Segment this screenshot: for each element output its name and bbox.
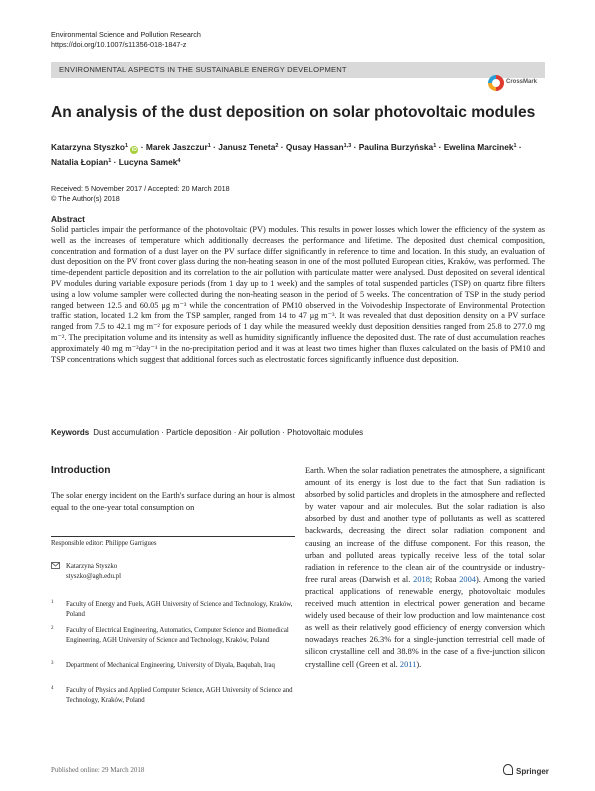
- crossmark-badge[interactable]: [488, 73, 544, 97]
- author-name[interactable]: · Qusay Hassan: [280, 142, 344, 152]
- contact-name: Katarzyna Styszko: [66, 563, 118, 570]
- doi-link[interactable]: https://doi.org/10.1007/s11356-018-1847-z: [51, 40, 187, 49]
- author-name[interactable]: Katarzyna Styszko: [51, 142, 126, 152]
- springer-horse-icon: [503, 764, 513, 775]
- affiliation: 4 Faculty of Physics and Applied Computer Science, AGH University of Science and Technology, Kraków, Poland: [51, 686, 293, 704]
- section-heading-introduction: Introduction: [51, 465, 111, 476]
- keywords-list: Dust accumulation · Particle deposition · Air pollution · Photovoltaic modules: [93, 428, 364, 437]
- affiliation: 1 Faculty of Energy and Fuels, AGH University of Science and Technology, Kraków, Poland: [51, 600, 293, 618]
- author-name[interactable]: · Ewelina Marcinek: [438, 142, 514, 152]
- citation-link[interactable]: 2004: [459, 574, 476, 584]
- crossmark-label: CrossMark: [506, 79, 538, 85]
- copyright: © The Author(s) 2018: [51, 194, 120, 203]
- responsible-editor: Responsible editor: Philippe Garrigues: [51, 540, 157, 547]
- citation-link[interactable]: 2011: [399, 659, 417, 669]
- article-dates: [51, 184, 230, 204]
- contact-email[interactable]: styszko@agh.edu.pl: [66, 573, 121, 580]
- received-accepted: Received: 5 November 2017 / Accepted: 20 March 2018: [51, 184, 230, 193]
- keywords: [51, 428, 363, 437]
- orcid-icon[interactable]: iD: [131, 147, 137, 153]
- affiliation: 3 Department of Mechanical Engineering, University of Diyala, Baqubah, Iraq: [51, 661, 275, 669]
- affiliation: 2 Faculty of Electrical Engineering, Automatics, Computer Science and Biomedical Engineering, AGH University of Science and Technology, Kraków, Poland: [51, 626, 289, 644]
- author-name[interactable]: · Marek Jaszczur: [140, 142, 208, 152]
- keywords-label: Keywords: [51, 428, 90, 437]
- journal-header: [51, 30, 201, 50]
- crossmark-icon: [488, 75, 504, 91]
- section-banner: ENVIRONMENTAL ASPECTS IN THE SUSTAINABLE ENERGY DEVELOPMENT: [51, 62, 545, 78]
- journal-name: Environmental Science and Pollution Research: [51, 30, 201, 39]
- abstract-text: Solid particles impair the performance of the photovoltaic (PV) modules. This results in power losses which lower the efficiency of the system as well as the increases of temperature which additionally decreases the performance and lifetime. The deposited dust chemical composition, concentration and formation of a dust layer on the PV surface differ significantly in reference to time and location. In this study, an evaluation of dust deposition on the PV front cover glass during the non-heating season in one of the most polluted European cities, Kraków, was performed. The time-dependent particle deposition and its correlation to the air pollution with particulate matter were analysed. Dust deposited on several identical PV modules during variable exposure periods (from 1 day up to 1 week) and the samples of total suspended particles (TSP) on quartz fibre filters using a low volume sampler were collected during the non-heating season in the period of 5 weeks. The concentration of TSP in the study period ranged between 12.5 and 60.05 μg m⁻³ while the concentration of PM10 observed in the Voivodeship Inspectorate of Environmental Protection traffic station, located 1.2 km from the TSP sampler, ranged from 14 to 47 μg m⁻³. It was revealed that dust deposition density on a PV surface ranged from 7.5 to 42.1 mg m⁻² for exposure periods of 1 day while the measured weekly dust deposition densities ranged from 25.8 to 277.0 mg m⁻². The precipitation volume and its intensity as well as humidity significantly influence the deposited dust. The rate of dust accumulation reaches approximately 40 mg m⁻²day⁻¹ in the no-precipitation period and it was at least two times higher than fluxes calculated on the basis of PM10 and TSP concentrations which suggest that additional forces such as electrostatic forces significantly influence dust deposition.: [51, 225, 545, 364]
- published-date: Published online: 29 March 2018: [51, 766, 145, 774]
- author-name[interactable]: · Paulina Burzyńska: [353, 142, 434, 152]
- citation-link[interactable]: 2018: [413, 574, 430, 584]
- author-name[interactable]: · Lucyna Samek: [113, 157, 178, 167]
- author-name[interactable]: Natalia Łopian: [51, 157, 109, 167]
- publisher-name: Springer: [516, 767, 549, 776]
- footnote-divider: [51, 536, 295, 537]
- article-title: An analysis of the dust deposition on solar photovoltaic modules: [51, 104, 536, 121]
- intro-paragraph-continued: Earth. When the solar radiation penetrates the atmosphere, a significant amount of its energy is lost due to the fact that Sun radiation is absorbed by solid particles and droplets in the atmosphere and reflected by water vapour and air molecules. But the solar radiation is also absorbed by dust and another type of pollutants as well as scattered backwards, decreasing the direct solar radiation component and causing an increase of the diffuse component. For this reason, the urban and polluted areas typically receive less of the total solar radiation in reference to the clean air of the countryside or industry-free rural areas (Darwish et al. 2018; Robaa 2004). Among the varied practical applications of renewable energy, photovoltaic modules received much attention in electrical power generation and became widely used because of their low production and low maintenance cost as well as their relatively good efficiency of energy conversion which nowadays reaches 26.3% for a single-junction terrestrial cell made of silicon crystalline cell and 38.8% in the case of a five-junction silicon crystalline cell (Green et al. 2011).: [305, 466, 546, 669]
- envelope-icon: [51, 562, 61, 573]
- author-list: Katarzyna Styszko$^1$ iD · Marek Jaszczur$^1$ · Janusz Teneta$^2$ · Qusay Hassan$^{1,3}$ · Paulina Burzyńska$^1$ · Ewelina Marcinek$^1$ · Natalia Łopian$^1$ · Lucyna Samek$^4$: [51, 142, 522, 167]
- intro-paragraph: The solar energy incident on the Earth's surface during an hour is almost equal to the one-year total consumption on: [51, 491, 295, 513]
- corresponding-author: [51, 562, 121, 582]
- publisher-logo: [503, 764, 549, 776]
- abstract-heading: Abstract: [51, 214, 85, 224]
- author-name[interactable]: · Janusz Teneta: [213, 142, 276, 152]
